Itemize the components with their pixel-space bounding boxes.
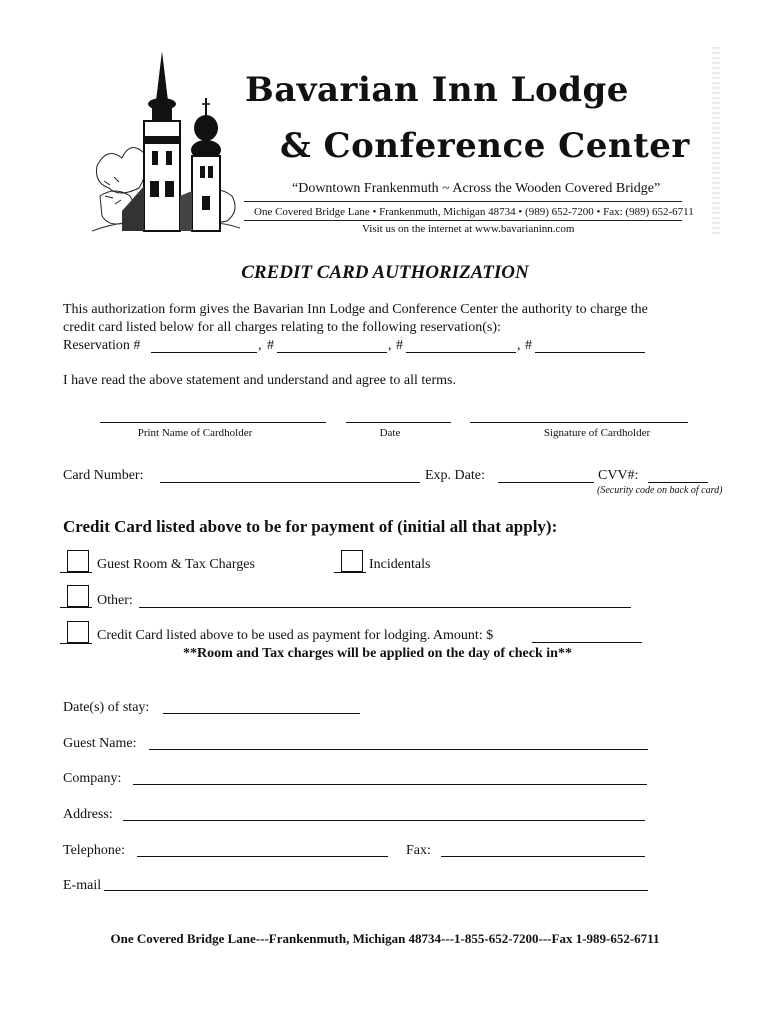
intro-text-line2: credit card listed below for all charges relating to the following reservation(s): xyxy=(63,320,501,335)
telephone-label: Telephone: xyxy=(63,843,125,858)
initial-underline xyxy=(334,572,366,573)
separator-comma: , xyxy=(517,338,521,353)
tagline: “Downtown Frankenmuth ~ Across the Wooden Covered Bridge” xyxy=(292,181,661,196)
guest-room-checkbox[interactable] xyxy=(67,550,89,572)
card-number-field[interactable] xyxy=(160,482,420,483)
reservation-field-4[interactable] xyxy=(535,352,645,353)
other-checkbox[interactable] xyxy=(67,585,89,607)
dates-of-stay-field[interactable] xyxy=(163,713,360,714)
church-logo-illustration xyxy=(92,46,240,238)
guest-name-label: Guest Name: xyxy=(63,736,137,751)
reservation-label: Reservation # xyxy=(63,338,141,353)
other-field[interactable] xyxy=(139,607,631,608)
fax-field[interactable] xyxy=(441,856,645,857)
dates-of-stay-label: Date(s) of stay: xyxy=(63,700,150,715)
scan-edge-artifact xyxy=(712,47,720,237)
intro-text-line1: This authorization form gives the Bavarian Inn Lodge and Conference Center the authority to charge the xyxy=(63,302,648,317)
other-label: Other: xyxy=(97,593,133,608)
agreement-statement: I have read the above statement and understand and agree to all terms. xyxy=(63,373,457,388)
initial-underline xyxy=(60,607,92,608)
card-number-label: Card Number: xyxy=(63,468,144,483)
initial-underline xyxy=(60,572,92,573)
exp-date-label: Exp. Date: xyxy=(425,468,485,483)
email-label: E-mail xyxy=(63,878,102,893)
form-title: CREDIT CARD AUTHORIZATION xyxy=(241,262,529,283)
payment-heading: Credit Card listed above to be for payment of (initial all that apply): xyxy=(63,517,558,536)
company-field[interactable] xyxy=(133,784,647,785)
header-rule-bottom xyxy=(244,220,682,221)
email-field[interactable] xyxy=(104,890,648,891)
incidentals-label: Incidentals xyxy=(369,557,431,572)
header-address: One Covered Bridge Lane • Frankenmuth, Michigan 48734 • (989) 652-7200 • Fax: (989) 652-6711 xyxy=(254,206,694,218)
header-website: Visit us on the internet at www.bavarianinn.com xyxy=(362,223,575,235)
date-caption: Date xyxy=(379,427,401,439)
brand-name-line1: Bavarian Inn Lodge xyxy=(245,70,629,110)
cvv-field[interactable] xyxy=(648,482,708,483)
hash-mark: # xyxy=(267,338,274,353)
cvv-note: (Security code on back of card) xyxy=(597,485,723,496)
initial-underline xyxy=(60,643,92,644)
lodging-checkbox[interactable] xyxy=(67,621,89,643)
reservation-field-1[interactable] xyxy=(151,352,257,353)
exp-date-field[interactable] xyxy=(498,482,594,483)
company-label: Company: xyxy=(63,771,122,786)
guest-room-label: Guest Room & Tax Charges xyxy=(97,557,255,572)
hash-mark: # xyxy=(525,338,532,353)
cvv-label: CVV#: xyxy=(598,468,639,483)
header-rule-top xyxy=(244,201,682,202)
address-label: Address: xyxy=(63,807,113,822)
telephone-field[interactable] xyxy=(137,856,388,857)
reservation-field-3[interactable] xyxy=(406,352,516,353)
print-name-caption: Print Name of Cardholder xyxy=(137,427,253,439)
reservation-field-2[interactable] xyxy=(277,352,387,353)
brand-name-line2: & Conference Center xyxy=(280,126,690,166)
print-name-field[interactable] xyxy=(100,422,326,423)
address-field[interactable] xyxy=(123,820,645,821)
footer-contact: One Covered Bridge Lane---Frankenmuth, Michigan 48734---1-855-652-7200---Fax 1-989-652-6711 xyxy=(110,931,660,946)
signature-caption: Signature of Cardholder xyxy=(543,427,651,439)
separator-comma: , xyxy=(258,338,262,353)
lodging-label: Credit Card listed above to be used as payment for lodging. Amount: $ xyxy=(97,628,494,643)
room-tax-note: **Room and Tax charges will be applied on the day of check in** xyxy=(183,646,572,661)
guest-name-field[interactable] xyxy=(149,749,648,750)
lodging-amount-field[interactable] xyxy=(532,642,642,643)
signature-field[interactable] xyxy=(470,422,688,423)
date-field[interactable] xyxy=(346,422,451,423)
separator-comma: , xyxy=(388,338,392,353)
fax-label: Fax: xyxy=(406,843,431,858)
hash-mark: # xyxy=(396,338,403,353)
incidentals-checkbox[interactable] xyxy=(341,550,363,572)
